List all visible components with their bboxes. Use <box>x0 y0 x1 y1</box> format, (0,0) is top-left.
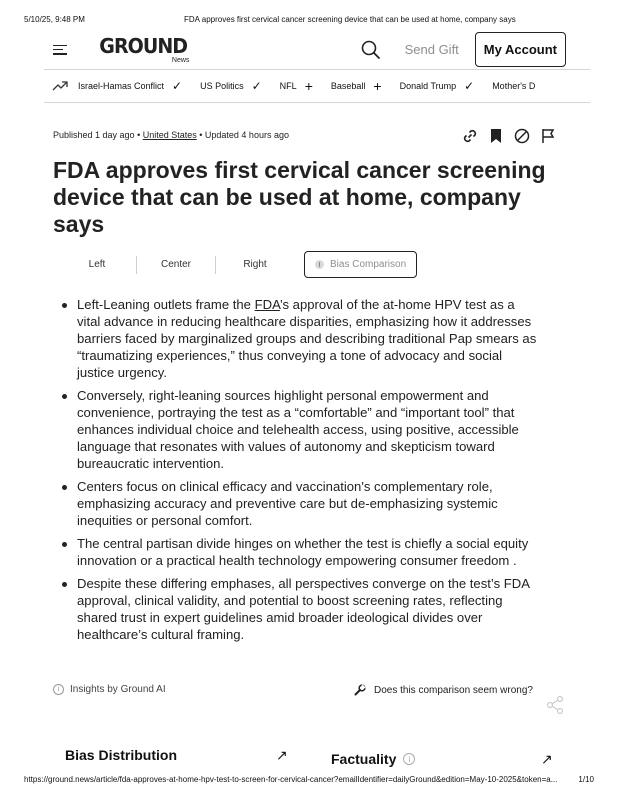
print-header <box>24 15 594 24</box>
topic-label: US Politics <box>200 81 244 91</box>
wrench-icon <box>354 684 366 696</box>
article-actions <box>461 127 557 145</box>
flag-icon[interactable] <box>539 127 557 145</box>
info-icon <box>315 260 324 269</box>
insights-label: Insights by Ground AI <box>70 684 166 695</box>
print-url: https://ground.news/article/fda-approves-at-home-hpv-test-to-screen-for-cervical-cancer?emailIdentifier=dailyGround&edition=May-10-2025&token=a... <box>24 775 558 784</box>
logo-wordmark: GROUND <box>99 33 188 58</box>
menu-icon[interactable] <box>53 45 67 55</box>
print-footer <box>24 775 594 784</box>
fda-link[interactable]: FDA <box>254 297 280 312</box>
published-text: Published 1 day ago • <box>53 130 143 140</box>
insights-credit <box>53 684 166 695</box>
updated-text: • Updated 4 hours ago <box>196 130 289 140</box>
bias-comparison-label: Bias Comparison <box>330 259 407 270</box>
topic-donald-trump[interactable] <box>400 80 475 92</box>
article-headline: FDA approves first cervical cancer screening device that can be used at home, company says <box>53 157 546 237</box>
tab-right[interactable]: Right <box>243 258 267 270</box>
point-text: The central partisan divide hinges on whether the test is chiefly a social equity innovation or a practical health technology empowering consumer freedom . <box>77 536 529 568</box>
plus-icon[interactable]: + <box>304 78 313 94</box>
bias-distribution-title <box>65 747 177 763</box>
bias-comparison-points <box>61 296 539 649</box>
logo-sub: News <box>171 56 190 64</box>
print-title: FDA approves first cervical cancer screening device that can be used at home, company says <box>184 15 516 24</box>
send-gift-button[interactable]: Send Gift <box>404 42 459 57</box>
share-icon[interactable] <box>544 694 566 716</box>
top-navigation-bar <box>53 32 566 67</box>
list-item <box>61 296 539 381</box>
tab-bias-comparison[interactable] <box>304 251 417 278</box>
info-icon[interactable]: i <box>53 684 64 695</box>
factuality-title <box>331 751 415 767</box>
check-icon[interactable]: ✓ <box>251 79 262 93</box>
section-title: Bias Distribution <box>65 747 178 763</box>
topic-israel-hamas[interactable] <box>78 80 182 92</box>
page-number: 1/10 <box>578 775 594 784</box>
topic-label: Donald Trump <box>399 81 457 91</box>
list-item <box>61 478 539 529</box>
topic-label: Baseball <box>330 81 366 91</box>
bias-tabs <box>58 251 417 278</box>
block-icon[interactable] <box>513 127 531 145</box>
trending-icon <box>52 80 68 92</box>
topic-baseball[interactable] <box>331 79 382 93</box>
my-account-button[interactable]: My Account <box>475 32 566 67</box>
search-icon[interactable] <box>359 38 383 62</box>
tab-center[interactable]: Center <box>160 258 191 270</box>
point-text: Despite these differing emphases, all perspectives converge on the test’s FDA approval, clinical validity, and potential to boost screening rates, reflecting shared trust in expert guidelines amid broader ideological divides over healthcare’s cultural framing. <box>77 576 530 642</box>
info-icon[interactable]: i <box>403 753 415 765</box>
topic-nfl[interactable] <box>280 79 313 93</box>
tab-left[interactable]: Left <box>88 258 106 270</box>
topic-label: Israel-Hamas Conflict <box>78 81 165 91</box>
topic-us-politics[interactable] <box>200 80 262 92</box>
point-text: Centers focus on clinical efficacy and vaccination's complementary role, emphasizing accuracy and preventive care but de-emphasizing systemic inequities or personal comfort. <box>77 479 498 528</box>
section-title: Factuality <box>331 751 397 767</box>
check-icon[interactable]: ✓ <box>172 79 183 93</box>
bookmark-icon[interactable] <box>487 127 505 145</box>
print-datetime: 5/10/25, 9:48 PM <box>24 15 85 24</box>
location-link[interactable]: United States <box>142 130 197 140</box>
topic-bar <box>44 69 590 103</box>
expand-arrow-icon[interactable]: ↗ <box>541 751 553 767</box>
check-icon[interactable]: ✓ <box>464 79 475 93</box>
list-item <box>61 387 539 472</box>
feedback-link[interactable] <box>354 684 546 696</box>
expand-arrow-icon[interactable]: ↗ <box>276 747 288 763</box>
point-text: Conversely, right-leaning sources highlight personal empowerment and convenience, portraying the test as a “comfortable” and “important tool” that enhances individual choice and telehealth access, using positive, accessible language that resonates with values of autonomy and skepticism toward bureaucratic intervention. <box>77 388 519 471</box>
link-icon[interactable] <box>461 127 479 145</box>
logo[interactable] <box>97 33 190 64</box>
list-item <box>61 535 539 569</box>
article-meta <box>53 130 289 140</box>
plus-icon[interactable]: + <box>373 78 382 94</box>
topic-mothers-day[interactable] <box>492 81 535 91</box>
topic-label: Mother's D <box>492 81 536 91</box>
point-text: ’s approval of the at-home HPV test as a vital advance in reducing healthcare disparities, emphasizing how it addresses barriers faced by marginalized groups and describing traditional Pap smears as “traumatizing experiences,” thus conveying a tone of advocacy and social justice urgency. <box>77 297 537 380</box>
list-item <box>61 575 539 643</box>
feedback-label: Does this comparison seem wrong? <box>374 684 533 696</box>
point-text: Left-Leaning outlets frame the <box>77 297 255 312</box>
topic-label: NFL <box>279 81 297 91</box>
